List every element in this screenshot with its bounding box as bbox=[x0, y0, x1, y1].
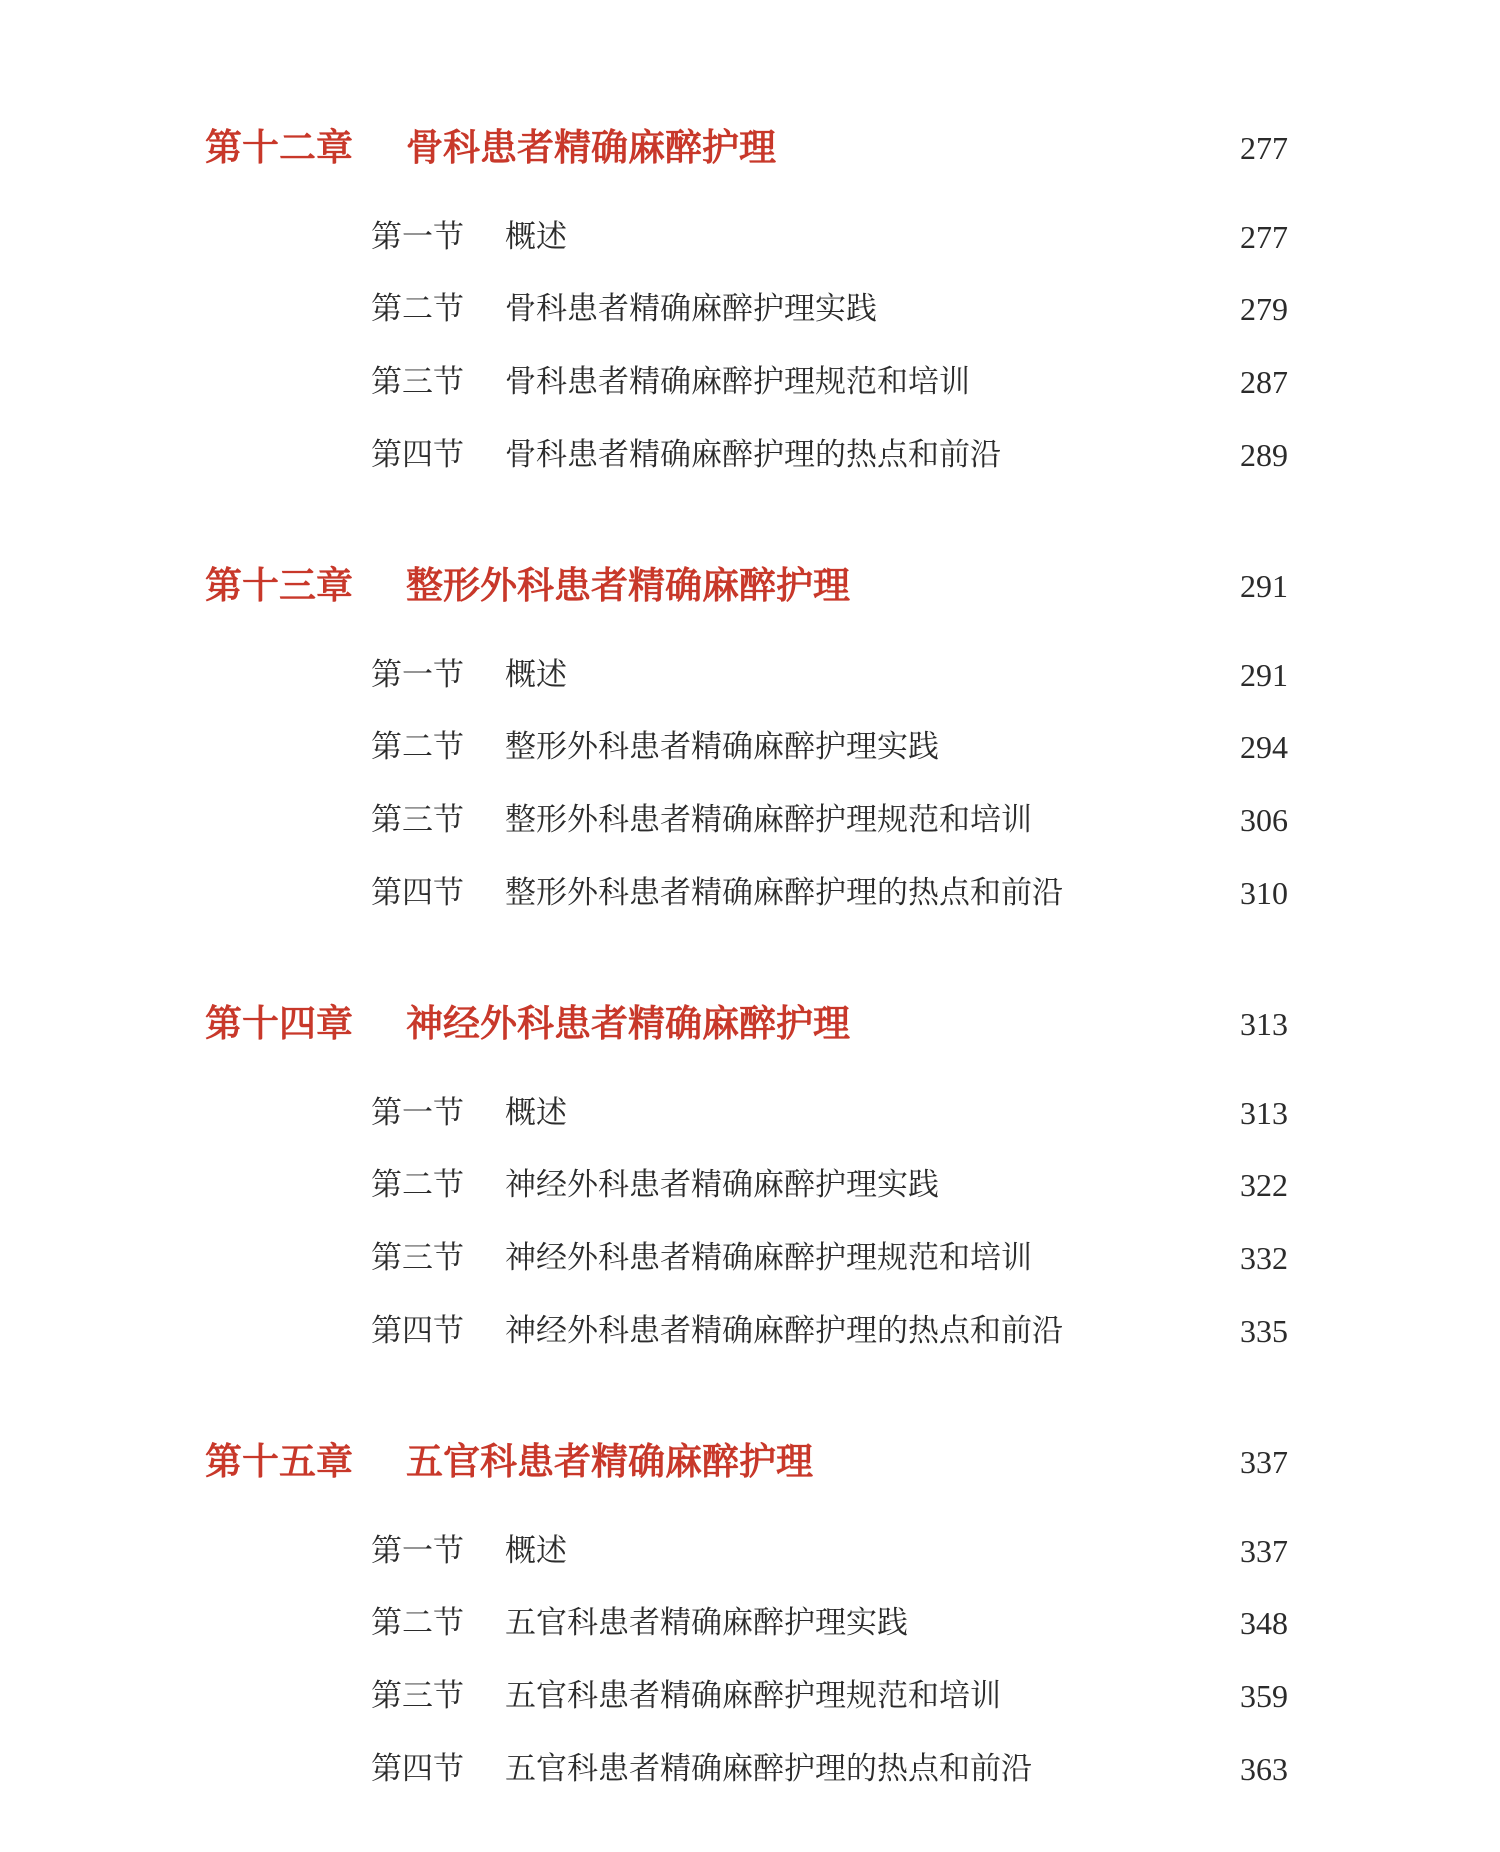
section-entry[interactable] bbox=[0, 352, 1500, 412]
section-entry[interactable] bbox=[0, 1301, 1500, 1361]
section-entry[interactable] bbox=[0, 425, 1500, 485]
section-entry[interactable] bbox=[0, 279, 1500, 339]
section-title: 骨科患者精确麻醉护理规范和培训 bbox=[505, 364, 970, 400]
section-page-number: 332 bbox=[1240, 1240, 1288, 1276]
section-title: 整形外科患者精确麻醉护理规范和培训 bbox=[505, 802, 1032, 838]
section-page-number: 363 bbox=[1240, 1751, 1288, 1787]
section-title: 神经外科患者精确麻醉护理的热点和前沿 bbox=[505, 1313, 1063, 1349]
section-number: 第三节 bbox=[371, 364, 464, 400]
section-page-number: 310 bbox=[1240, 875, 1288, 911]
section-page-number: 279 bbox=[1240, 291, 1288, 327]
section-title: 五官科患者精确麻醉护理实践 bbox=[505, 1605, 908, 1641]
section-entry[interactable] bbox=[0, 207, 1500, 267]
section-number: 第二节 bbox=[371, 729, 464, 765]
section-entry[interactable] bbox=[0, 1083, 1500, 1143]
section-number: 第一节 bbox=[371, 657, 464, 693]
section-entry[interactable] bbox=[0, 790, 1500, 850]
section-entry[interactable] bbox=[0, 1666, 1500, 1726]
section-title: 五官科患者精确麻醉护理规范和培训 bbox=[505, 1678, 1001, 1714]
section-page-number: 322 bbox=[1240, 1167, 1288, 1203]
section-entry[interactable] bbox=[0, 1155, 1500, 1215]
chapter-title: 骨科患者精确麻醉护理 bbox=[406, 126, 776, 169]
section-title: 整形外科患者精确麻醉护理实践 bbox=[505, 729, 939, 765]
section-title: 概述 bbox=[505, 657, 567, 693]
section-number: 第二节 bbox=[371, 291, 464, 327]
section-page-number: 359 bbox=[1240, 1678, 1288, 1714]
section-number: 第一节 bbox=[371, 1533, 464, 1569]
section-page-number: 337 bbox=[1240, 1533, 1288, 1569]
chapter-heading-row[interactable] bbox=[0, 994, 1500, 1054]
section-entry[interactable] bbox=[0, 717, 1500, 777]
section-title: 骨科患者精确麻醉护理实践 bbox=[505, 291, 877, 327]
chapter-title: 整形外科患者精确麻醉护理 bbox=[406, 564, 850, 607]
section-entry[interactable] bbox=[0, 1228, 1500, 1288]
chapter-page-number: 291 bbox=[1240, 568, 1288, 604]
section-page-number: 306 bbox=[1240, 802, 1288, 838]
section-entry[interactable] bbox=[0, 645, 1500, 705]
section-number: 第三节 bbox=[371, 802, 464, 838]
chapter-title: 神经外科患者精确麻醉护理 bbox=[406, 1002, 850, 1045]
section-number: 第三节 bbox=[371, 1240, 464, 1276]
section-page-number: 287 bbox=[1240, 364, 1288, 400]
section-entry[interactable] bbox=[0, 1739, 1500, 1799]
section-title: 整形外科患者精确麻醉护理的热点和前沿 bbox=[505, 875, 1063, 911]
section-number: 第四节 bbox=[371, 1313, 464, 1349]
section-title: 概述 bbox=[505, 219, 567, 255]
section-page-number: 277 bbox=[1240, 219, 1288, 255]
section-number: 第三节 bbox=[371, 1678, 464, 1714]
section-page-number: 335 bbox=[1240, 1313, 1288, 1349]
section-number: 第二节 bbox=[371, 1167, 464, 1203]
section-title: 骨科患者精确麻醉护理的热点和前沿 bbox=[505, 437, 1001, 473]
section-title: 五官科患者精确麻醉护理的热点和前沿 bbox=[505, 1751, 1032, 1787]
chapter-page-number: 313 bbox=[1240, 1006, 1288, 1042]
chapter-title: 五官科患者精确麻醉护理 bbox=[406, 1440, 813, 1483]
chapter-page-number: 277 bbox=[1240, 130, 1288, 166]
section-entry[interactable] bbox=[0, 1593, 1500, 1653]
chapter-number: 第十三章 bbox=[205, 564, 353, 607]
chapter-heading-row[interactable] bbox=[0, 118, 1500, 178]
section-title: 概述 bbox=[505, 1533, 567, 1569]
section-number: 第四节 bbox=[371, 875, 464, 911]
chapter-number: 第十五章 bbox=[205, 1440, 353, 1483]
chapter-heading-row[interactable] bbox=[0, 556, 1500, 616]
section-page-number: 348 bbox=[1240, 1605, 1288, 1641]
section-title: 神经外科患者精确麻醉护理实践 bbox=[505, 1167, 939, 1203]
section-number: 第四节 bbox=[371, 437, 464, 473]
section-number: 第一节 bbox=[371, 219, 464, 255]
section-number: 第一节 bbox=[371, 1095, 464, 1131]
section-number: 第四节 bbox=[371, 1751, 464, 1787]
section-page-number: 291 bbox=[1240, 657, 1288, 693]
section-number: 第二节 bbox=[371, 1605, 464, 1641]
section-title: 概述 bbox=[505, 1095, 567, 1131]
section-title: 神经外科患者精确麻醉护理规范和培训 bbox=[505, 1240, 1032, 1276]
chapter-page-number: 337 bbox=[1240, 1444, 1288, 1480]
chapter-number: 第十四章 bbox=[205, 1002, 353, 1045]
chapter-number: 第十二章 bbox=[205, 126, 353, 169]
section-entry[interactable] bbox=[0, 1521, 1500, 1581]
section-entry[interactable] bbox=[0, 863, 1500, 923]
chapter-heading-row[interactable] bbox=[0, 1432, 1500, 1492]
section-page-number: 294 bbox=[1240, 729, 1288, 765]
section-page-number: 313 bbox=[1240, 1095, 1288, 1131]
section-page-number: 289 bbox=[1240, 437, 1288, 473]
